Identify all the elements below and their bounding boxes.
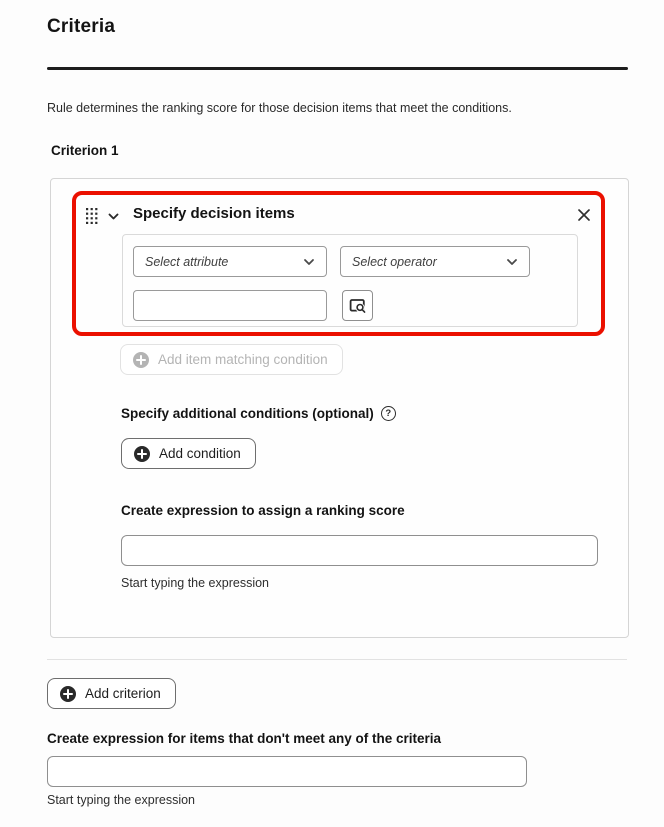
data-preview-search-icon — [349, 297, 367, 315]
operator-select[interactable] — [340, 246, 530, 277]
chevron-down-icon — [303, 256, 315, 268]
plus-circle-icon — [59, 685, 77, 703]
title-divider — [47, 67, 628, 70]
close-icon — [577, 208, 591, 222]
add-condition-button[interactable] — [121, 438, 256, 469]
page-description: Rule determines the ranking score for those decision items that meet the conditions. — [47, 101, 512, 115]
drag-handle[interactable] — [86, 206, 100, 226]
chevron-down-icon — [107, 210, 120, 223]
add-criterion-button[interactable] — [47, 678, 176, 709]
browse-values-button[interactable] — [342, 290, 373, 321]
additional-conditions-heading-text: Specify additional conditions (optional) — [121, 406, 374, 421]
attribute-select[interactable] — [133, 246, 327, 277]
fallback-expression-input[interactable] — [47, 756, 527, 787]
plus-circle-icon — [133, 445, 151, 463]
collapse-module-button[interactable] — [104, 207, 122, 225]
add-condition-label: Add condition — [159, 446, 241, 461]
ranking-expression-input[interactable] — [121, 535, 598, 566]
chevron-down-icon — [506, 256, 518, 268]
page-title: Criteria — [47, 16, 116, 37]
ranking-expression-heading: Create expression to assign a ranking score — [121, 503, 405, 518]
remove-module-button[interactable] — [571, 202, 597, 228]
drag-handle-icon — [86, 207, 98, 225]
add-item-matching-condition-label: Add item matching condition — [158, 352, 328, 367]
fallback-expression-hint: Start typing the expression — [47, 793, 195, 807]
additional-conditions-heading — [121, 406, 396, 421]
module-title: Specify decision items — [133, 205, 295, 222]
criterion-label: Criterion 1 — [51, 143, 119, 158]
ranking-expression-hint: Start typing the expression — [121, 576, 269, 590]
section-divider — [47, 659, 627, 660]
operator-select-placeholder: Select operator — [352, 254, 437, 269]
fallback-expression-heading: Create expression for items that don't meet any of the criteria — [47, 731, 442, 746]
add-item-matching-condition-button[interactable] — [120, 344, 343, 375]
add-criterion-label: Add criterion — [85, 686, 161, 701]
value-input[interactable] — [133, 290, 327, 321]
attribute-select-placeholder: Select attribute — [145, 254, 229, 269]
plus-circle-icon — [132, 351, 150, 369]
help-icon[interactable]: ? — [381, 406, 396, 421]
